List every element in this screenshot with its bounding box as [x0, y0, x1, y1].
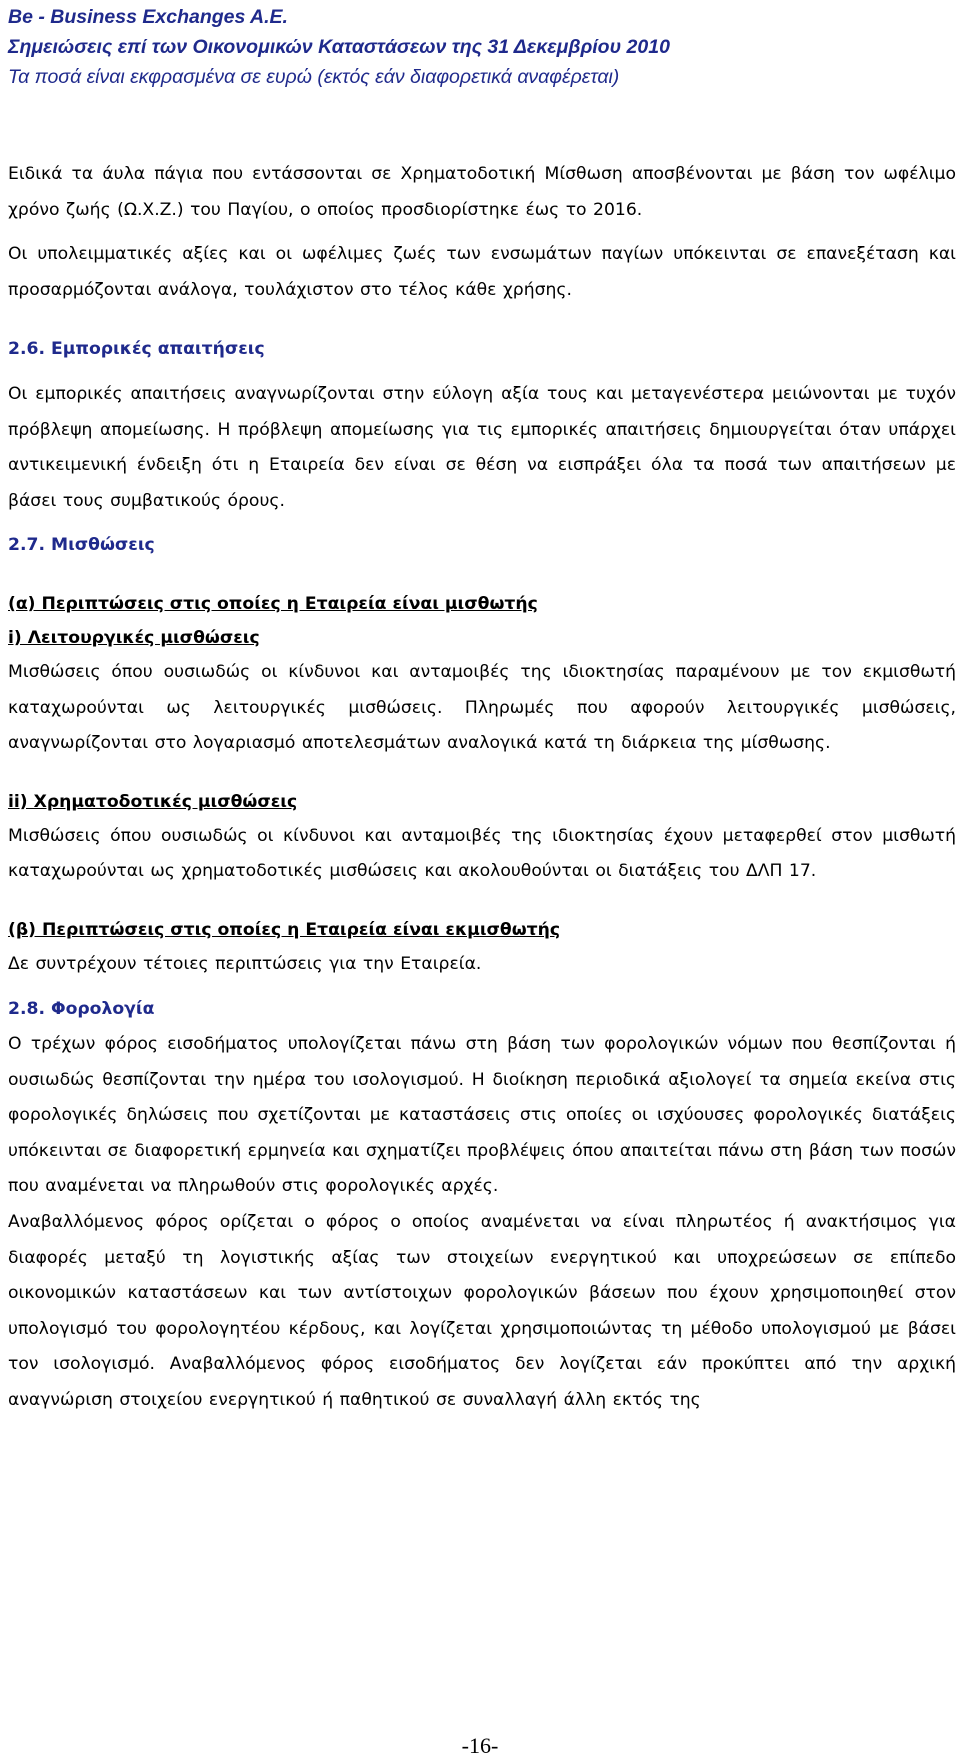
paragraph-residual-values: Οι υπολειμματικές αξίες και οι ωφέλιμες ζωές των ενσωμάτων παγίων υπόκεινται σε επανεξέταση και προσαρμόζονται ανάλογα, τουλάχιστον στο τέλος κάθε χρήσης. — [8, 244, 956, 300]
spacer — [8, 762, 956, 785]
notes-title: Σημειώσεις επί των Οικονομικών Καταστάσεων της 31 Δεκεμβρίου 2010 — [8, 36, 670, 58]
currency-note: Τα ποσά είναι εκφρασμένα σε ευρώ (εκτός εάν διαφορετικά αναφέρεται) — [8, 66, 620, 88]
section-heading-2-6: 2.6. Εμπορικές απαιτήσεις — [8, 339, 265, 360]
subheading-lessor: (β) Περιπτώσεις στις οποίες η Εταιρεία είναι εκμισθωτής — [8, 919, 561, 940]
subheading-lessee: (α) Περιπτώσεις στις οποίες η Εταιρεία είναι μισθωτής — [8, 593, 538, 614]
company-name: Be - Business Exchanges A.E. — [8, 6, 288, 28]
spacer — [8, 228, 956, 237]
paragraph-lessor: Δε συντρέχουν τέτοιες περιπτώσεις για την Εταιρεία. — [8, 953, 482, 974]
paragraph-finance-lease-assets: Ειδικά τα άυλα πάγια που εντάσσονται σε Χρηματοδοτική Μίσθωση αποσβένονται με βάση τον ωφέλιμο χρόνο ζωής (Ω.Χ.Ζ.) του Παγίου, ο οποίος προσδιορίστηκε έως το 2016. — [8, 164, 956, 220]
spacer — [8, 564, 956, 587]
spacer — [8, 308, 956, 332]
paragraph-deferred-tax: Αναβαλλόμενος φόρος ορίζεται ο φόρος ο οποίος αναμένεται να είναι πληρωτέος ή ανακτήσιμος για διαφορές μεταξύ τη λογιστικής αξίας των στοιχείων ενεργητικού και υποχρεώσεων σε επίπεδο οικονομικών καταστάσεων και των αντίστοιχων φορολογικών βάσεων που έχουν χρησιμοποιηθεί στον υπολογισμό του φορολογητέου κέρδους, και λογίζεται χρησιμοποιώντας τη μέθοδο υπολογισμού με βάσει τον ισολογισμό. Αναβαλλόμενος φόρος εισοδήματος δεν λογίζεται εάν προκύπτει από την αρχική αναγνώριση στοιχείου ενεργητικού ή παθητικού σε συναλλαγή άλλη εκτός της — [8, 1212, 956, 1411]
subheading-financial-leases: ii) Χρηματοδοτικές μισθώσεις — [8, 791, 298, 812]
paragraph-financial-leases: Μισθώσεις όπου ουσιωδώς οι κίνδυνοι και ανταμοιβές της ιδιοκτησίας έχουν μεταφερθεί στον μισθωτή καταχωρούνται ως χρηματοδοτικές μισθώσεις και ακολουθούνται οι διατάξεις του ΔΛΠ 17. — [8, 825, 956, 882]
spacer — [8, 519, 956, 528]
document-body — [8, 157, 956, 1419]
section-heading-2-7: 2.7. Μισθώσεις — [8, 535, 155, 556]
page-number: -16- — [461, 1733, 499, 1758]
spacer — [8, 368, 956, 377]
subheading-operating-leases: i) Λειτουργικές μισθώσεις — [8, 627, 260, 648]
spacer — [8, 890, 956, 913]
section-heading-2-8: 2.8. Φορολογία — [8, 998, 155, 1019]
paragraph-receivables: Οι εμπορικές απαιτήσεις αναγνωρίζονται στην εύλογη αξία τους και μεταγενέστερα μειώνονται με τυχόν πρόβλεψη απομείωσης. Η πρόβλεψη απομείωσης για τις εμπορικές απαιτήσεις δημιουργείται όταν υπάρχει αντικειμενική ένδειξη ότι η Εταιρεία δεν είναι σε θέση να εισπράξει όλα τα ποσά των απαιτήσεων με βάσει τους συμβατικούς όρους. — [8, 383, 956, 511]
paragraph-operating-leases: Μισθώσεις όπου ουσιωδώς οι κίνδυνοι και ανταμοιβές της ιδιοκτησίας παραμένουν με τον εκμισθωτή καταχωρούνται ως λειτουργικές μισθώσεις. Πληρωμές που αφορούν λειτουργικές μισθώσεις, αναγνωρίζονται στο λογαριασμό αποτελεσμάτων αναλογικά κατά τη διάρκεια της μίσθωσης. — [8, 661, 956, 754]
paragraph-current-tax: Ο τρέχων φόρος εισοδήματος υπολογίζεται πάνω στη βάση των φορολογικών νόμων που θεσπίζονται ή ουσιωδώς θεσπίζονται την ημέρα του ισολογισμού. Η διοίκηση περιοδικά αξιολογεί τα σημεία εκείνα στις φορολογικές δηλώσεις που σχετίζονται με καταστάσεις στις οποίες οι ισχύουσες φορολογικές διατάξεις υπόκεινται σε διαφορετική ερμηνεία και σχηματίζει προβλέψεις όπου απαιτείται πάνω στη βάση των ποσών που αναμένεται να πληρωθούν στις φορολογικές αρχές. — [8, 1034, 956, 1197]
spacer — [8, 983, 956, 992]
document-header — [8, 2, 948, 92]
